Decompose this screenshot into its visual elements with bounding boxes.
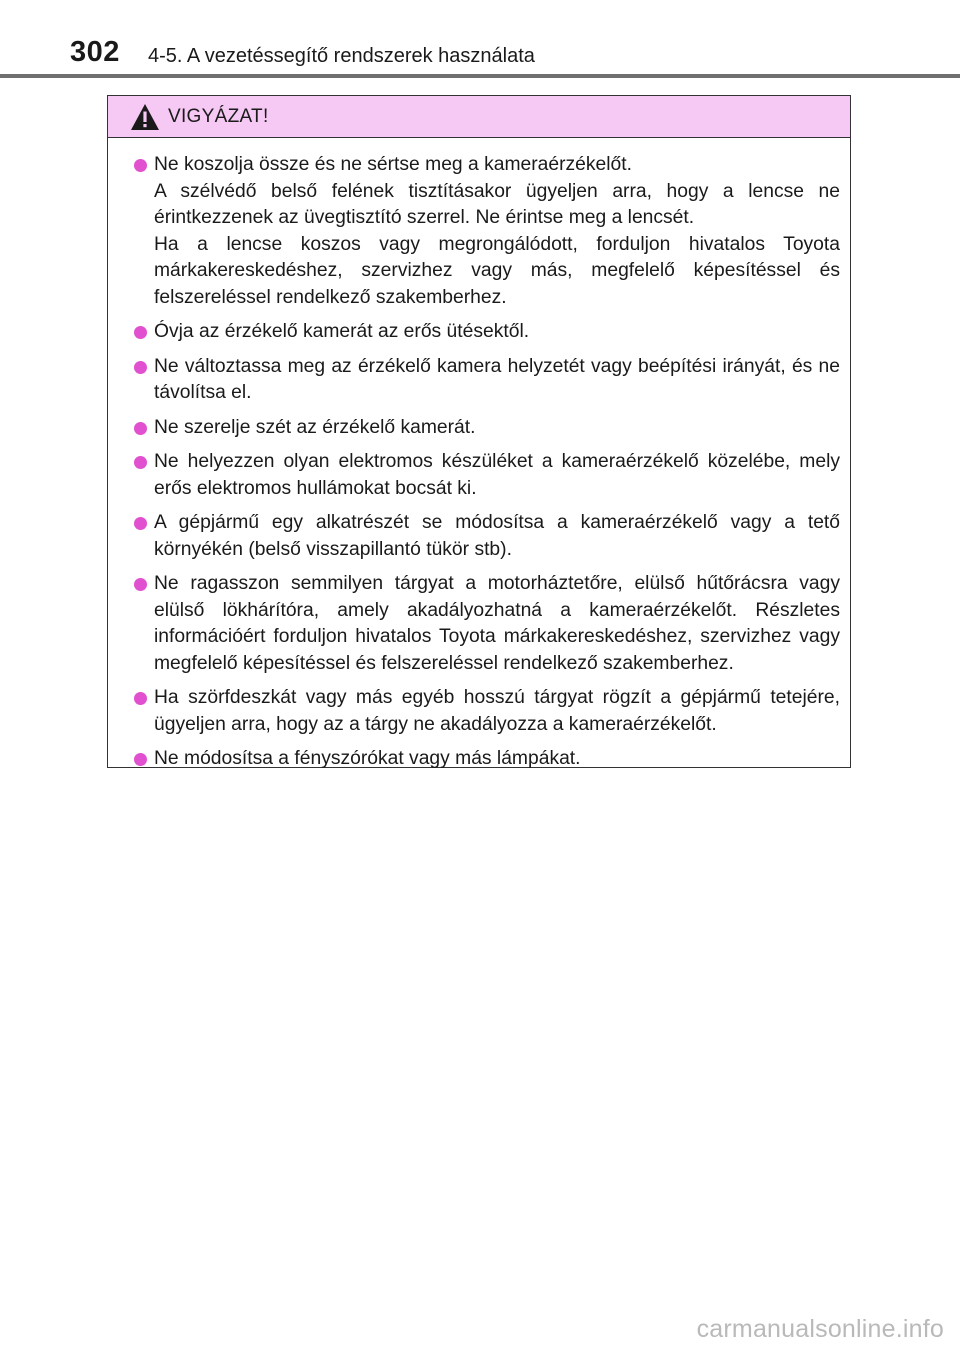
warning-list (108, 138, 850, 773)
warning-item-text: Ne szerelje szét az érzékelő kamerát. (154, 416, 476, 438)
warning-item (134, 571, 840, 677)
warning-item (134, 354, 840, 407)
warning-header (108, 96, 850, 138)
warning-item-text: Ne ragasszon semmilyen tárgyat a motorháztetőre, elülső hűtőrácsra vagy elülső lökhárítóra, amely akadályozhatná a kameraérzékelőt. Részletes információért forduljon hivatalos Toyota márkakereskedéshez, szervizhez vagy megfelelő képesítéssel és felszereléssel rendelkező szakemberhez. (154, 573, 840, 674)
warning-item-text: Ne helyezzen olyan elektromos készüléket a kameraérzékelő közelébe, mely erős elektromos hullámokat bocsát ki. (154, 451, 840, 499)
warning-item-text: Ha szörfdeszkát vagy más egyéb hosszú tárgyat rögzít a gépjármű tetejére, ügyeljen arra, hogy az a tárgy ne akadályozza a kameraérzékelőt. (154, 687, 840, 735)
warning-triangle-icon (130, 103, 160, 131)
warning-item-text: Ne változtassa meg az érzékelő kamera helyzetét vagy beépítési irányát, és ne távolítsa el. (154, 355, 840, 403)
warning-item (134, 415, 840, 442)
warning-box (107, 95, 851, 768)
bullet-icon (134, 578, 147, 591)
warning-item-text: A gépjármű egy alkatrészét se módosítsa a kameraérzékelő vagy a tető környékén (belső visszapillantó tükör stb). (154, 512, 840, 560)
bullet-icon (134, 159, 147, 172)
warning-item (134, 449, 840, 502)
warning-item (134, 510, 840, 563)
bullet-icon (134, 753, 147, 766)
page-number: 302 (70, 36, 120, 68)
warning-item-text: Ne módosítsa a fényszórókat vagy más lámpákat. (154, 748, 581, 769)
bullet-icon (134, 456, 147, 469)
warning-label: VIGYÁZAT! (168, 105, 269, 127)
bullet-icon (134, 326, 147, 339)
bullet-icon (134, 361, 147, 374)
warning-item (134, 319, 840, 346)
header-divider (0, 74, 960, 78)
bullet-icon (134, 692, 147, 705)
warning-item-text: Ne koszolja össze és ne sértse meg a kameraérzékelőt. A szélvédő belső felének tisztításakor ügyeljen arra, hogy a lencse ne érintkezzenek az üvegtisztító szerrel. Ne érintse meg a lencsét. Ha a lencse koszos vagy megrongálódott, forduljon hivatalos Toyota márkakereskedéshez, szervizhez vagy más, megfelelő képesítéssel és felszereléssel rendelkező szakemberhez. (154, 154, 840, 308)
watermark: carmanualsonline.info (696, 1315, 944, 1343)
warning-item (134, 746, 840, 773)
section-title: 4-5. A vezetéssegítő rendszerek használata (148, 45, 535, 67)
warning-item (134, 685, 840, 738)
bullet-icon (134, 422, 147, 435)
warning-item (134, 152, 840, 311)
warning-item-text: Óvja az érzékelő kamerát az erős ütésektől. (154, 321, 530, 342)
bullet-icon (134, 517, 147, 530)
